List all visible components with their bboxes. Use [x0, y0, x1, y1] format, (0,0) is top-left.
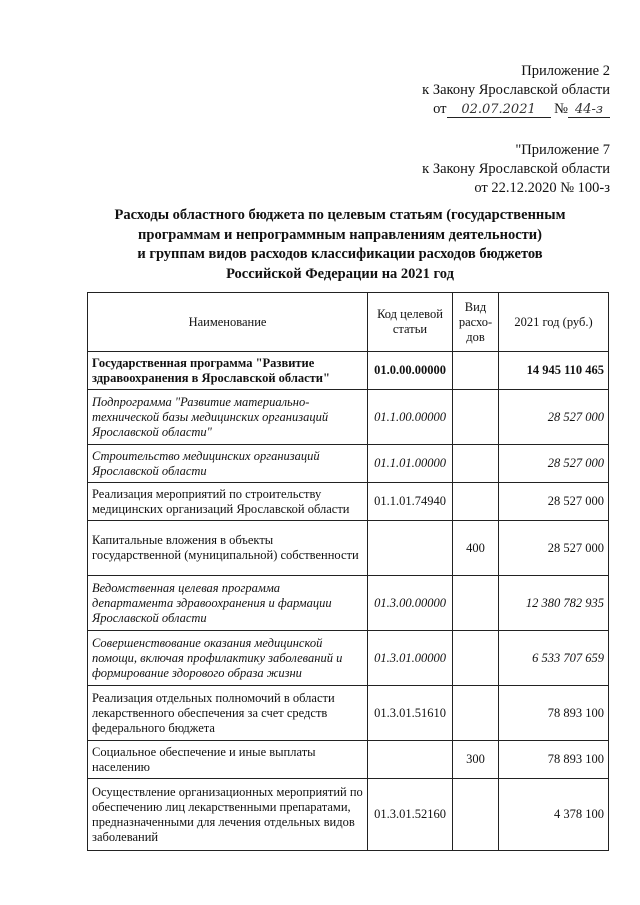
row-code-cell: 01.3.01.52160	[368, 779, 453, 851]
budget-table	[87, 292, 609, 851]
row-amount-cell: 78 893 100	[499, 741, 609, 779]
title-line-2: программам и непрограммным направлениям деятельности)	[138, 226, 542, 243]
row-amount-cell: 12 380 782 935	[499, 576, 609, 631]
row-type-cell	[453, 686, 499, 741]
appendix-2-title: Приложение 2	[521, 63, 610, 79]
appendix-2-date-line	[422, 100, 610, 119]
row-code-cell: 01.1.01.00000	[368, 445, 453, 483]
appendix-7-date: от 22.12.2020 № 100-з	[474, 180, 610, 196]
row-amount-cell: 28 527 000	[499, 390, 609, 445]
appendix-7-law: к Закону Ярославской области	[422, 161, 610, 177]
table-row	[88, 352, 609, 390]
document-title	[60, 206, 620, 284]
table-row	[88, 686, 609, 741]
header-amount: 2021 год (руб.)	[499, 293, 609, 352]
row-type-cell: 300	[453, 741, 499, 779]
row-name-cell: Строительство медицинских организаций Ярославской области	[88, 445, 368, 483]
title-line-1: Расходы областного бюджета по целевым статьям (государственным	[114, 207, 566, 223]
row-type-cell: 400	[453, 521, 499, 576]
row-amount-cell: 4 378 100	[499, 779, 609, 851]
table-row	[88, 741, 609, 779]
row-code-cell	[368, 521, 453, 576]
row-amount-cell: 28 527 000	[499, 445, 609, 483]
row-amount-cell: 28 527 000	[499, 521, 609, 576]
appendix-7-title: "Приложение 7	[515, 142, 610, 158]
table-row	[88, 483, 609, 521]
row-code-cell: 01.3.01.00000	[368, 631, 453, 686]
row-type-cell	[453, 390, 499, 445]
row-type-cell	[453, 483, 499, 521]
header-name: Наименование	[88, 293, 368, 352]
table-row	[88, 631, 609, 686]
row-amount-cell: 78 893 100	[499, 686, 609, 741]
row-amount-cell: 6 533 707 659	[499, 631, 609, 686]
table-row	[88, 390, 609, 445]
row-code-cell: 01.1.00.00000	[368, 390, 453, 445]
table-header-row	[88, 293, 609, 352]
row-name-cell: Капитальные вложения в объекты государственной (муниципальной) собственности	[88, 521, 368, 576]
row-type-cell	[453, 576, 499, 631]
title-line-4: Российской Федерации на 2021 год	[226, 265, 454, 282]
row-code-cell: 01.3.01.51610	[368, 686, 453, 741]
title-line-3: и группам видов расходов классификации расходов бюджетов	[137, 246, 543, 262]
row-code-cell: 01.1.01.74940	[368, 483, 453, 521]
header-code: Код целевой статьи	[368, 293, 453, 352]
row-name-cell: Совершенствование оказания медицинской помощи, включая профилактику заболеваний и формирование здорового образа жизни	[88, 631, 368, 686]
from-label: от	[433, 101, 447, 117]
handwritten-date: 02.07.2021	[447, 103, 551, 118]
table-body	[88, 352, 609, 851]
row-name-cell: Реализация мероприятий по строительству медицинских организаций Ярославской области	[88, 483, 368, 521]
header-type: Вид расхо-дов	[453, 293, 499, 352]
appendix-2-law: к Закону Ярославской области	[422, 82, 610, 98]
row-name-cell: Ведомственная целевая программа департамента здравоохранения и фармации Ярославской области	[88, 576, 368, 631]
row-type-cell	[453, 445, 499, 483]
row-type-cell	[453, 779, 499, 851]
row-name-cell: Социальное обеспечение и иные выплаты населению	[88, 741, 368, 779]
appendix-2-header	[422, 62, 610, 119]
appendix-7-header	[422, 141, 610, 198]
row-name-cell: Государственная программа "Развитие здравоохранения в Ярославской области"	[88, 352, 368, 390]
row-name-cell: Реализация отдельных полномочий в области лекарственного обеспечения за счет средств федерального бюджета	[88, 686, 368, 741]
number-label: №	[554, 101, 568, 117]
table-row	[88, 576, 609, 631]
table-row	[88, 779, 609, 851]
row-amount-cell: 14 945 110 465	[499, 352, 609, 390]
row-name-cell: Осуществление организационных мероприятий по обеспечению лиц лекарственными препаратами, предназначенными для лечения отдельных видов заболеваний	[88, 779, 368, 851]
row-name-cell: Подпрограмма "Развитие материально-технической базы медицинских организаций Ярославской области"	[88, 390, 368, 445]
handwritten-number: 44-з	[568, 103, 610, 118]
row-type-cell	[453, 631, 499, 686]
row-code-cell: 01.0.00.00000	[368, 352, 453, 390]
table-row	[88, 521, 609, 576]
row-amount-cell: 28 527 000	[499, 483, 609, 521]
table-row	[88, 445, 609, 483]
row-type-cell	[453, 352, 499, 390]
row-code-cell: 01.3.00.00000	[368, 576, 453, 631]
row-code-cell	[368, 741, 453, 779]
